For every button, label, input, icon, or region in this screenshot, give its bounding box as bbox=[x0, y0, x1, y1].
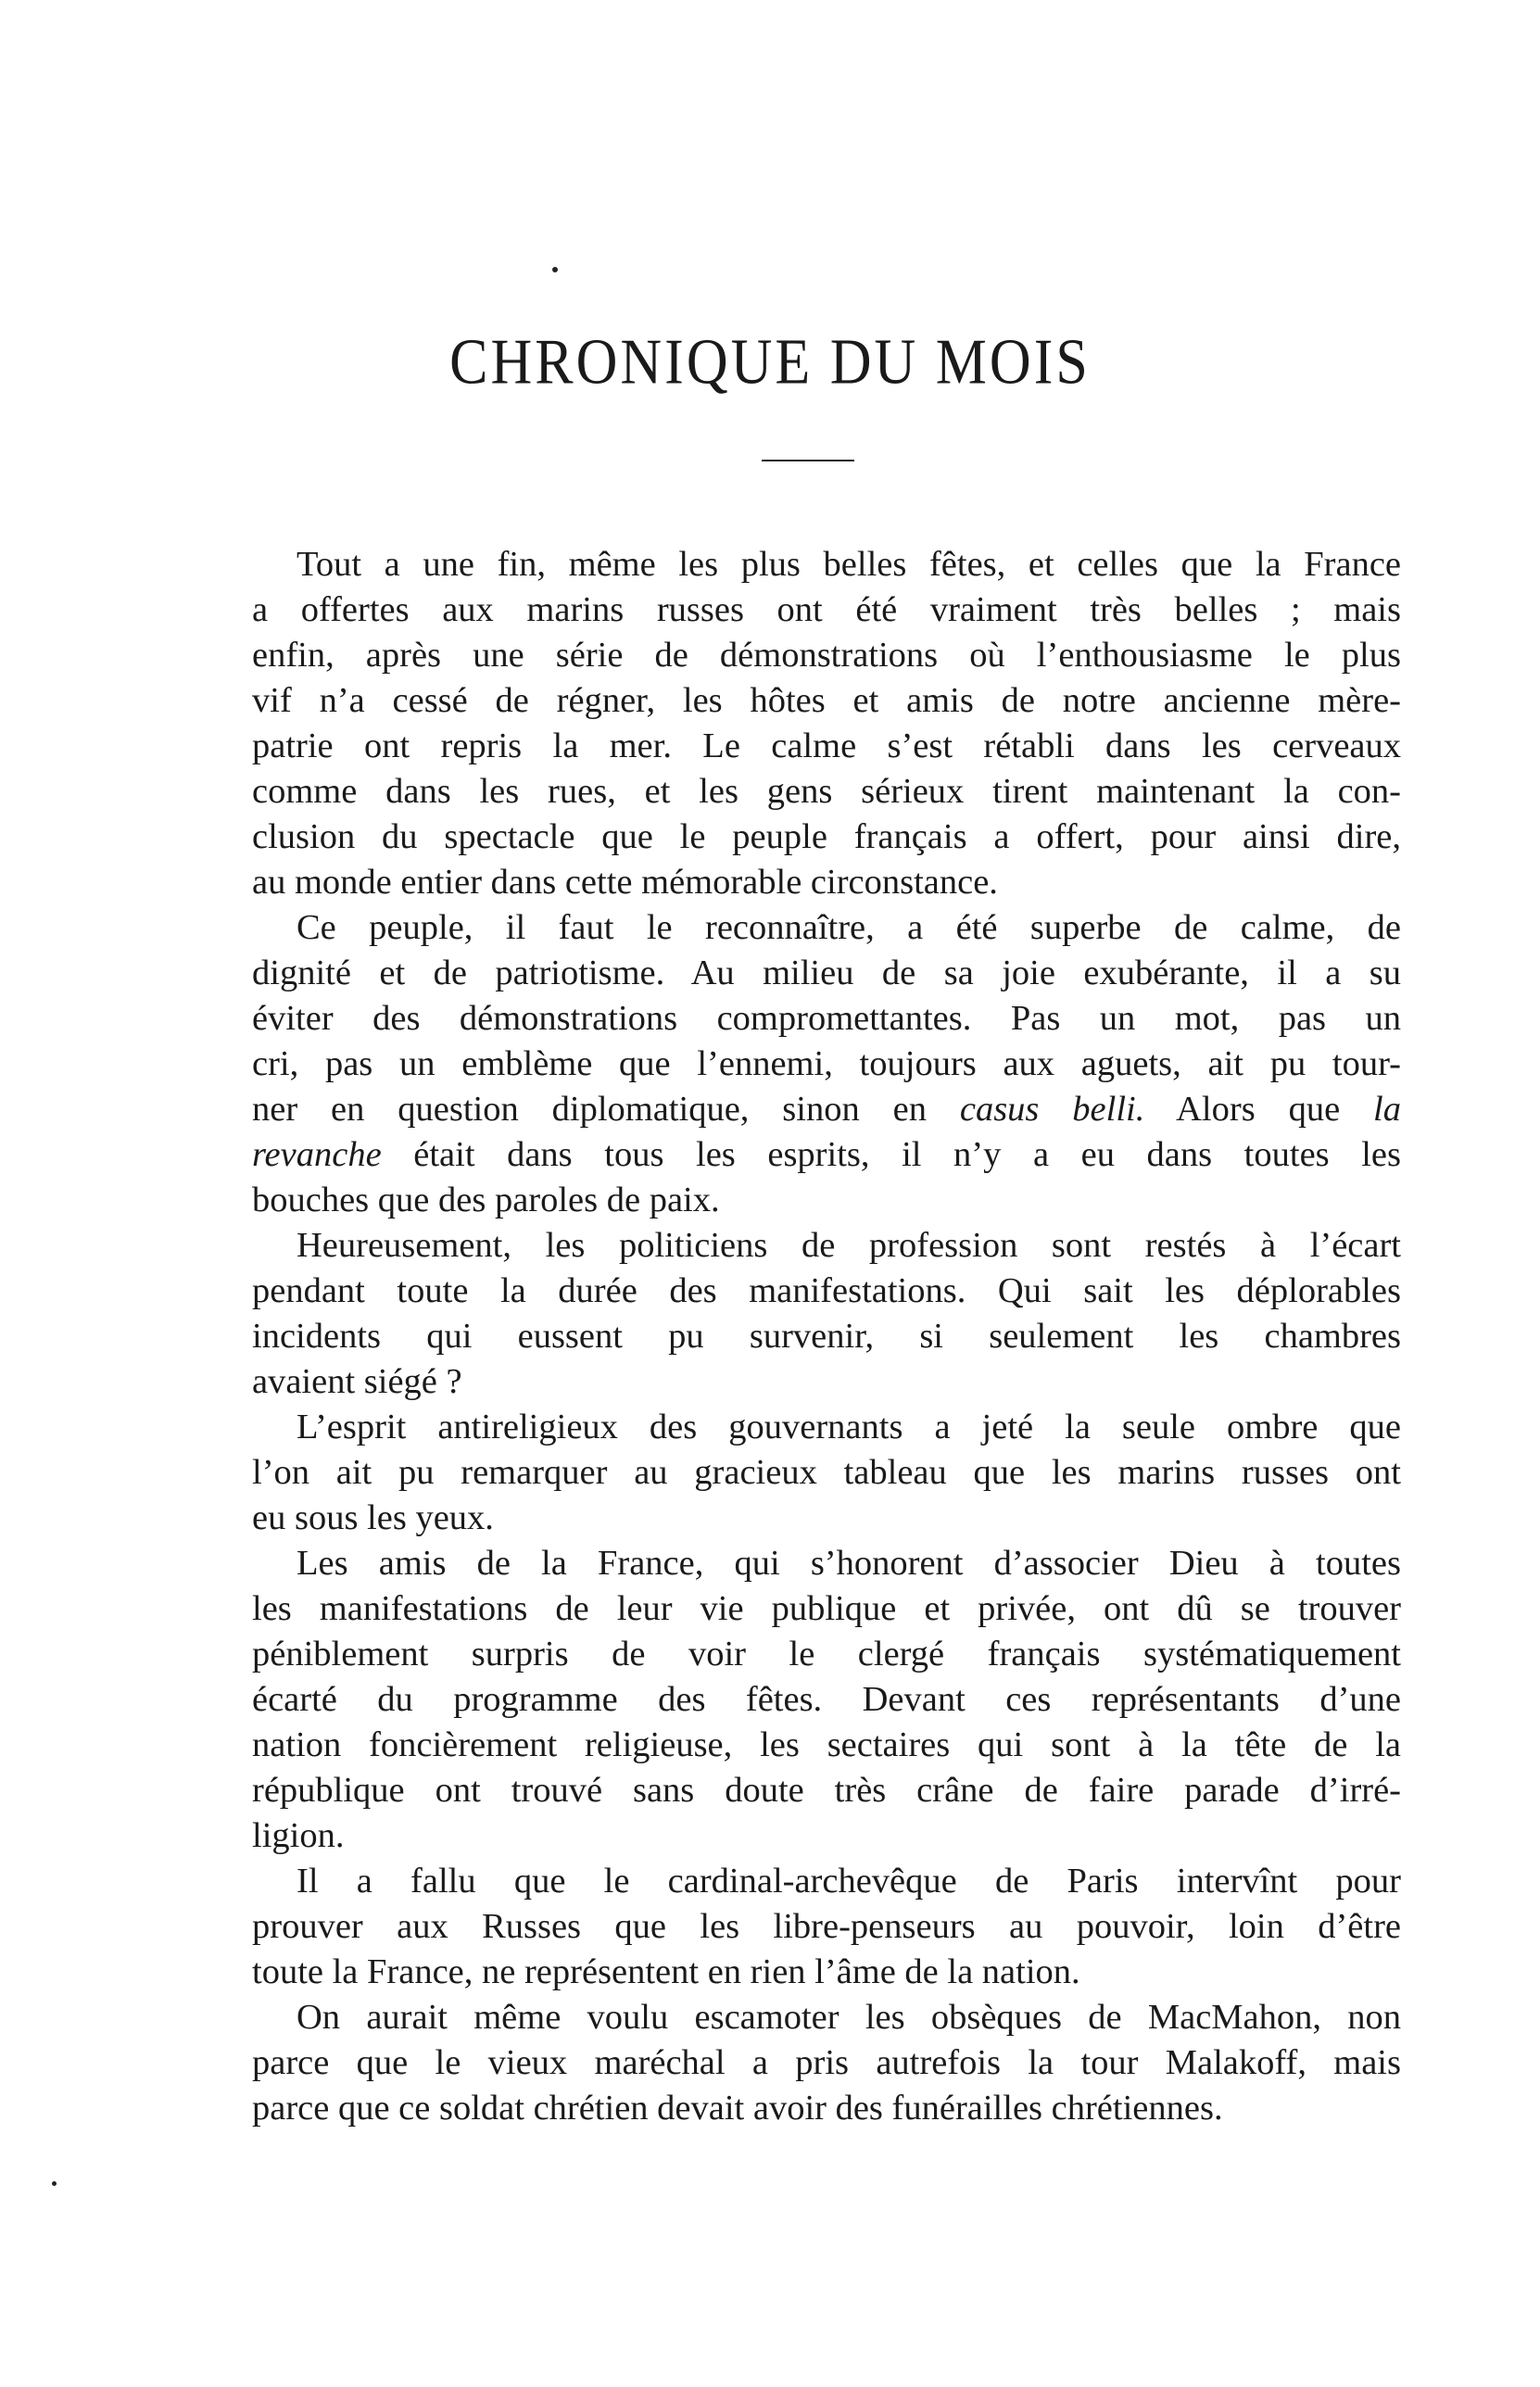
text-line: les manifestations de leur vie publique et privée, ont dû se trouver bbox=[252, 1589, 1401, 1628]
text-line: a offertes aux marins russes ont été vraiment très belles ; mais bbox=[252, 590, 1401, 629]
text-line-mixed bbox=[252, 1132, 1401, 1178]
text-line: république ont trouvé sans doute très crâne de faire parade d’irré- bbox=[252, 1771, 1401, 1810]
text-line: écarté du programme des fêtes. Devant ces représentants d’une bbox=[252, 1680, 1401, 1719]
text-line: patrie ont repris la mer. Le calme s’est rétabli dans les cerveaux bbox=[252, 726, 1401, 765]
text-segment: Alors que bbox=[1144, 1090, 1374, 1129]
text-line: péniblement surpris de voir le clergé français systématiquement bbox=[252, 1635, 1401, 1673]
text-line: eu sous les yeux. bbox=[252, 1498, 494, 1537]
text-line: vif n’a cessé de régner, les hôtes et amis de notre ancienne mère- bbox=[252, 681, 1401, 720]
text-line: Ce peuple, il faut le reconnaître, a été superbe de calme, de bbox=[297, 908, 1401, 947]
text-line: cri, pas un emblème que l’ennemi, toujours aux aguets, ait pu tour- bbox=[252, 1044, 1401, 1083]
italic-text: revanche bbox=[252, 1135, 382, 1174]
text-line: ligion. bbox=[252, 1816, 345, 1855]
text-line: L’esprit antireligieux des gouvernants a jeté la seule ombre que bbox=[297, 1408, 1401, 1446]
text-segment: était dans tous les esprits, il n’y a eu dans toutes les bbox=[381, 1135, 1401, 1174]
text-line: bouches que des paroles de paix. bbox=[252, 1181, 720, 1219]
title-rule bbox=[762, 460, 854, 461]
text-line: éviter des démonstrations compromettantes. Pas un mot, pas un bbox=[252, 999, 1401, 1038]
italic-text: casus belli. bbox=[959, 1090, 1145, 1129]
text-line: enfin, après une série de démonstrations où l’enthousiasme le plus bbox=[252, 636, 1401, 675]
text-line: On aurait même voulu escamoter les obsèques de MacMahon, non bbox=[297, 1998, 1401, 2037]
text-line: Tout a une fin, même les plus belles fêtes, et celles que la France bbox=[297, 545, 1401, 584]
text-line: Il a fallu que le cardinal-archevêque de Paris intervînt pour bbox=[297, 1862, 1401, 1901]
text-line: parce que le vieux maréchal a pris autrefois la tour Malakoff, mais bbox=[252, 2043, 1401, 2082]
text-line: pendant toute la durée des manifestations. Qui sait les déplorables bbox=[252, 1271, 1401, 1310]
text-line: nation foncièrement religieuse, les sectaires qui sont à la tête de la bbox=[252, 1725, 1401, 1764]
text-line: comme dans les rues, et les gens sérieux tirent maintenant la con- bbox=[252, 772, 1401, 811]
text-line: toute la France, ne représentent en rien l’âme de la nation. bbox=[252, 1952, 1080, 1991]
text-line: parce que ce soldat chrétien devait avoir des funérailles chrétiennes. bbox=[252, 2089, 1223, 2128]
text-line: prouver aux Russes que les libre-penseurs au pouvoir, loin d’être bbox=[252, 1907, 1401, 1946]
text-line: clusion du spectacle que le peuple français a offert, pour ainsi dire, bbox=[252, 817, 1401, 856]
text-line: dignité et de patriotisme. Au milieu de sa joie exubérante, il a su bbox=[252, 954, 1401, 992]
text-line: l’on ait pu remarquer au gracieux tableau que les marins russes ont bbox=[252, 1453, 1401, 1492]
article-body bbox=[252, 542, 1401, 2131]
printer-mark-dot bbox=[52, 2181, 57, 2186]
italic-text: la bbox=[1373, 1090, 1401, 1129]
text-line: Les amis de la France, qui s’honorent d’associer Dieu à toutes bbox=[297, 1544, 1401, 1583]
text-line: avaient siégé ? bbox=[252, 1362, 462, 1401]
page-title: CHRONIQUE DU MOIS bbox=[449, 327, 1091, 398]
text-line: Heureusement, les politiciens de profession sont restés à l’écart bbox=[297, 1226, 1401, 1265]
printer-mark-dot bbox=[552, 267, 558, 272]
text-line: incidents qui eussent pu survenir, si seulement les chambres bbox=[252, 1317, 1401, 1356]
text-line: au monde entier dans cette mémorable circonstance. bbox=[252, 863, 998, 902]
text-segment: ner en question diplomatique, sinon en bbox=[252, 1090, 960, 1129]
text-line-mixed bbox=[252, 1087, 1401, 1132]
